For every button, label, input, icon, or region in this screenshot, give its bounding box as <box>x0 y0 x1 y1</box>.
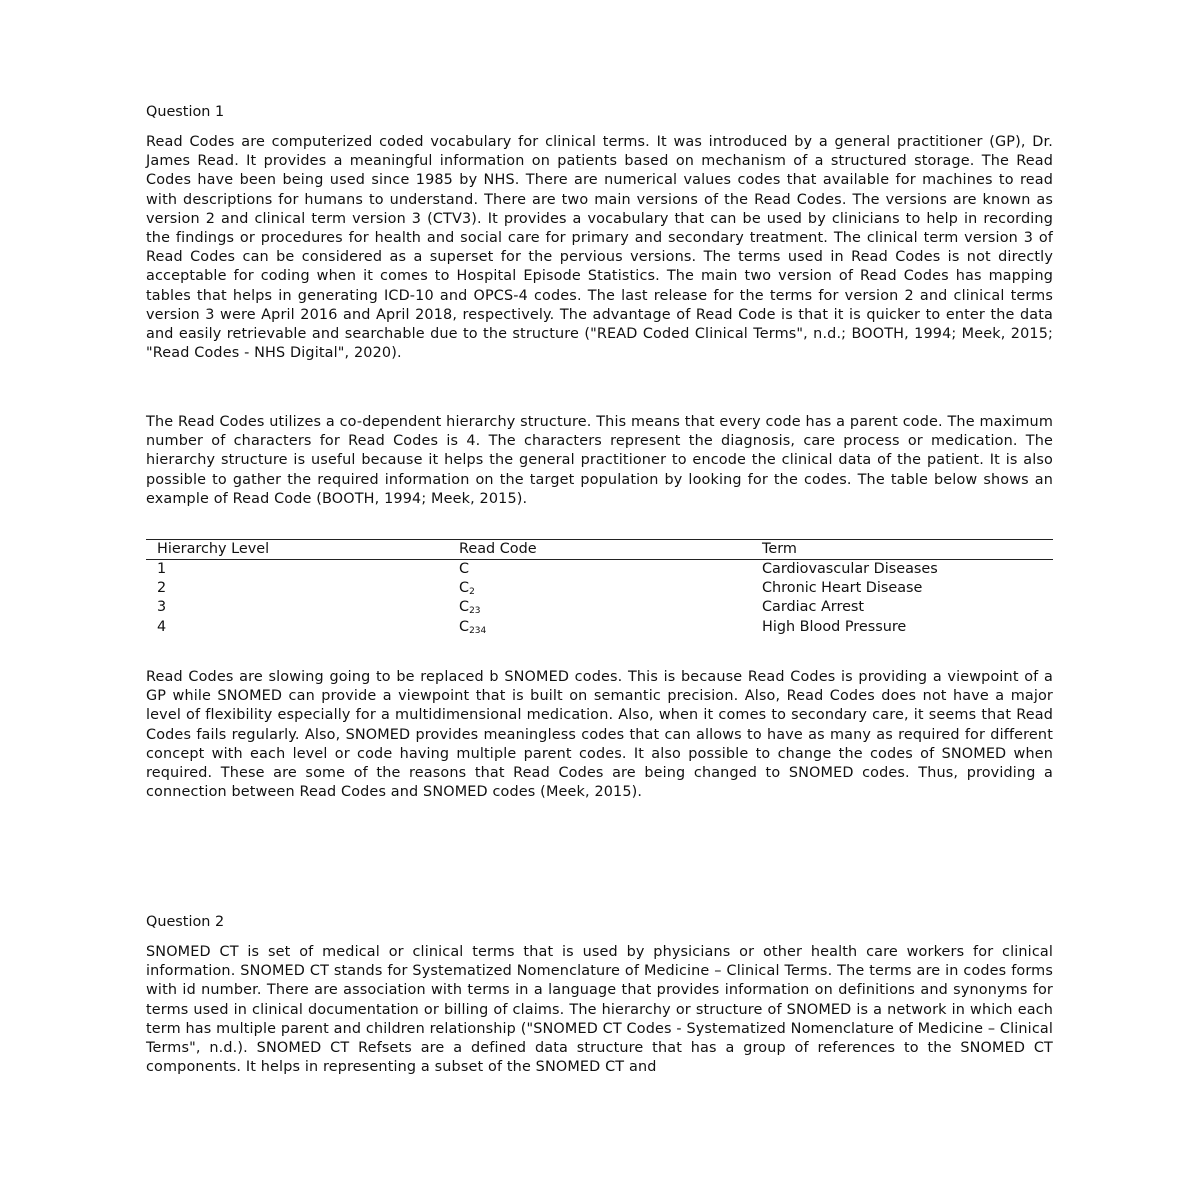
table-row <box>146 618 1053 637</box>
question-2-paragraph-1: SNOMED CT is set of medical or clinical terms that is used by physicians or other health care workers for clinical information. SNOMED CT stands for Systematized Nomenclature of Medicine – Clinical Terms. The terms are in codes forms with id number. There are association with terms in a language that provides information on definitions and synonyms for terms used in clinical documentation or billing of claims. The hierarchy or structure of SNOMED is a network in which each term has multiple parent and children relationship ("SNOMED CT Codes - Systematized Nomenclature of Medicine – Clinical Terms", n.d.). SNOMED CT Refsets are a defined data structure that has a group of references to the SNOMED CT components. It helps in representing a subset of the SNOMED CT and <box>146 944 1053 1076</box>
header-read-code: Read Code <box>448 540 751 560</box>
header-term: Term <box>751 540 1053 560</box>
table-row <box>146 598 1053 617</box>
question-2-heading: Question 2 <box>146 914 225 930</box>
cell-level: 2 <box>157 580 167 597</box>
cell-code: $C_{234}$ <box>459 618 487 636</box>
table-header-row <box>146 540 1053 560</box>
cell-level: 4 <box>157 618 167 635</box>
read-code-table <box>146 539 1053 637</box>
cell-term: Chronic Heart Disease <box>762 580 923 597</box>
question-1-paragraph-3: Read Codes are slowing going to be replaced b SNOMED codes. This is because Read Codes is providing a viewpoint of a GP while SNOMED can provide a viewpoint that is built on semantic precision. Also, Read Codes does not have a major level of flexibility especially for a multidimensional medication. Also, when it comes to secondary care, it seems that Read Codes fails regularly. Also, SNOMED provides meaningless codes that can allows to have as many as required for different concept with each level or code having multiple parent codes. It also possible to change the codes of SNOMED when required. These are some of the reasons that Read Codes are being changed to SNOMED codes. Thus, providing a connection between Read Codes and SNOMED codes (Meek, 2015). <box>146 669 1053 801</box>
cell-term: Cardiac Arrest <box>762 599 865 616</box>
cell-code: C <box>459 561 470 577</box>
cell-level: 1 <box>157 561 167 577</box>
question-1-heading: Question 1 <box>146 104 225 120</box>
table-row <box>146 560 1053 580</box>
header-hierarchy-level: Hierarchy Level <box>146 540 448 560</box>
question-1-paragraph-2: The Read Codes utilizes a co-dependent hierarchy structure. This means that every code has a parent code. The maximum number of characters for Read Codes is 4. The characters represent the diagnosis, care process or medication. The hierarchy structure is useful because it helps the general practitioner to encode the clinical data of the patient. It is also possible to gather the required information on the target population by looking for the codes. The table below shows an example of Read Code (BOOTH, 1994; Meek, 2015). <box>146 414 1053 507</box>
cell-level: 3 <box>157 599 167 616</box>
table-row <box>146 579 1053 598</box>
cell-code: $C_2$ <box>459 580 475 598</box>
cell-term: High Blood Pressure <box>762 618 907 635</box>
cell-term: Cardiovascular Diseases <box>762 561 938 577</box>
question-1-paragraph-1: Read Codes are computerized coded vocabulary for clinical terms. It was introduced by a general practitioner (GP), Dr. James Read. It provides a meaningful information on patients based on mechanism of a structured storage. The Read Codes have been being used since 1985 by NHS. There are numerical values codes that available for machines to read with descriptions for humans to understand. There are two main versions of the Read Codes. The versions are known as version 2 and clinical term version 3 (CTV3). It provides a vocabulary that can be used by clinicians to help in recording the findings or procedures for health and social care for primary and secondary treatment. The clinical term version 3 of Read Codes can be considered as a superset for the pervious versions. The terms used in Read Codes is not directly acceptable for coding when it comes to Hospital Episode Statistics. The main two version of Read Codes has mapping tables that helps in generating ICD-10 and OPCS-4 codes. The last release for the terms for version 2 and clinical terms version 3 were April 2016 and April 2018, respectively. The advantage of Read Code is that it is quicker to enter the data and easily retrievable and searchable due to the structure ("READ Coded Clinical Terms", n.d.; BOOTH, 1994; Meek, 2015; "Read Codes - NHS Digital", 2020). <box>146 134 1053 362</box>
cell-code: $C_{23}$ <box>459 599 481 617</box>
